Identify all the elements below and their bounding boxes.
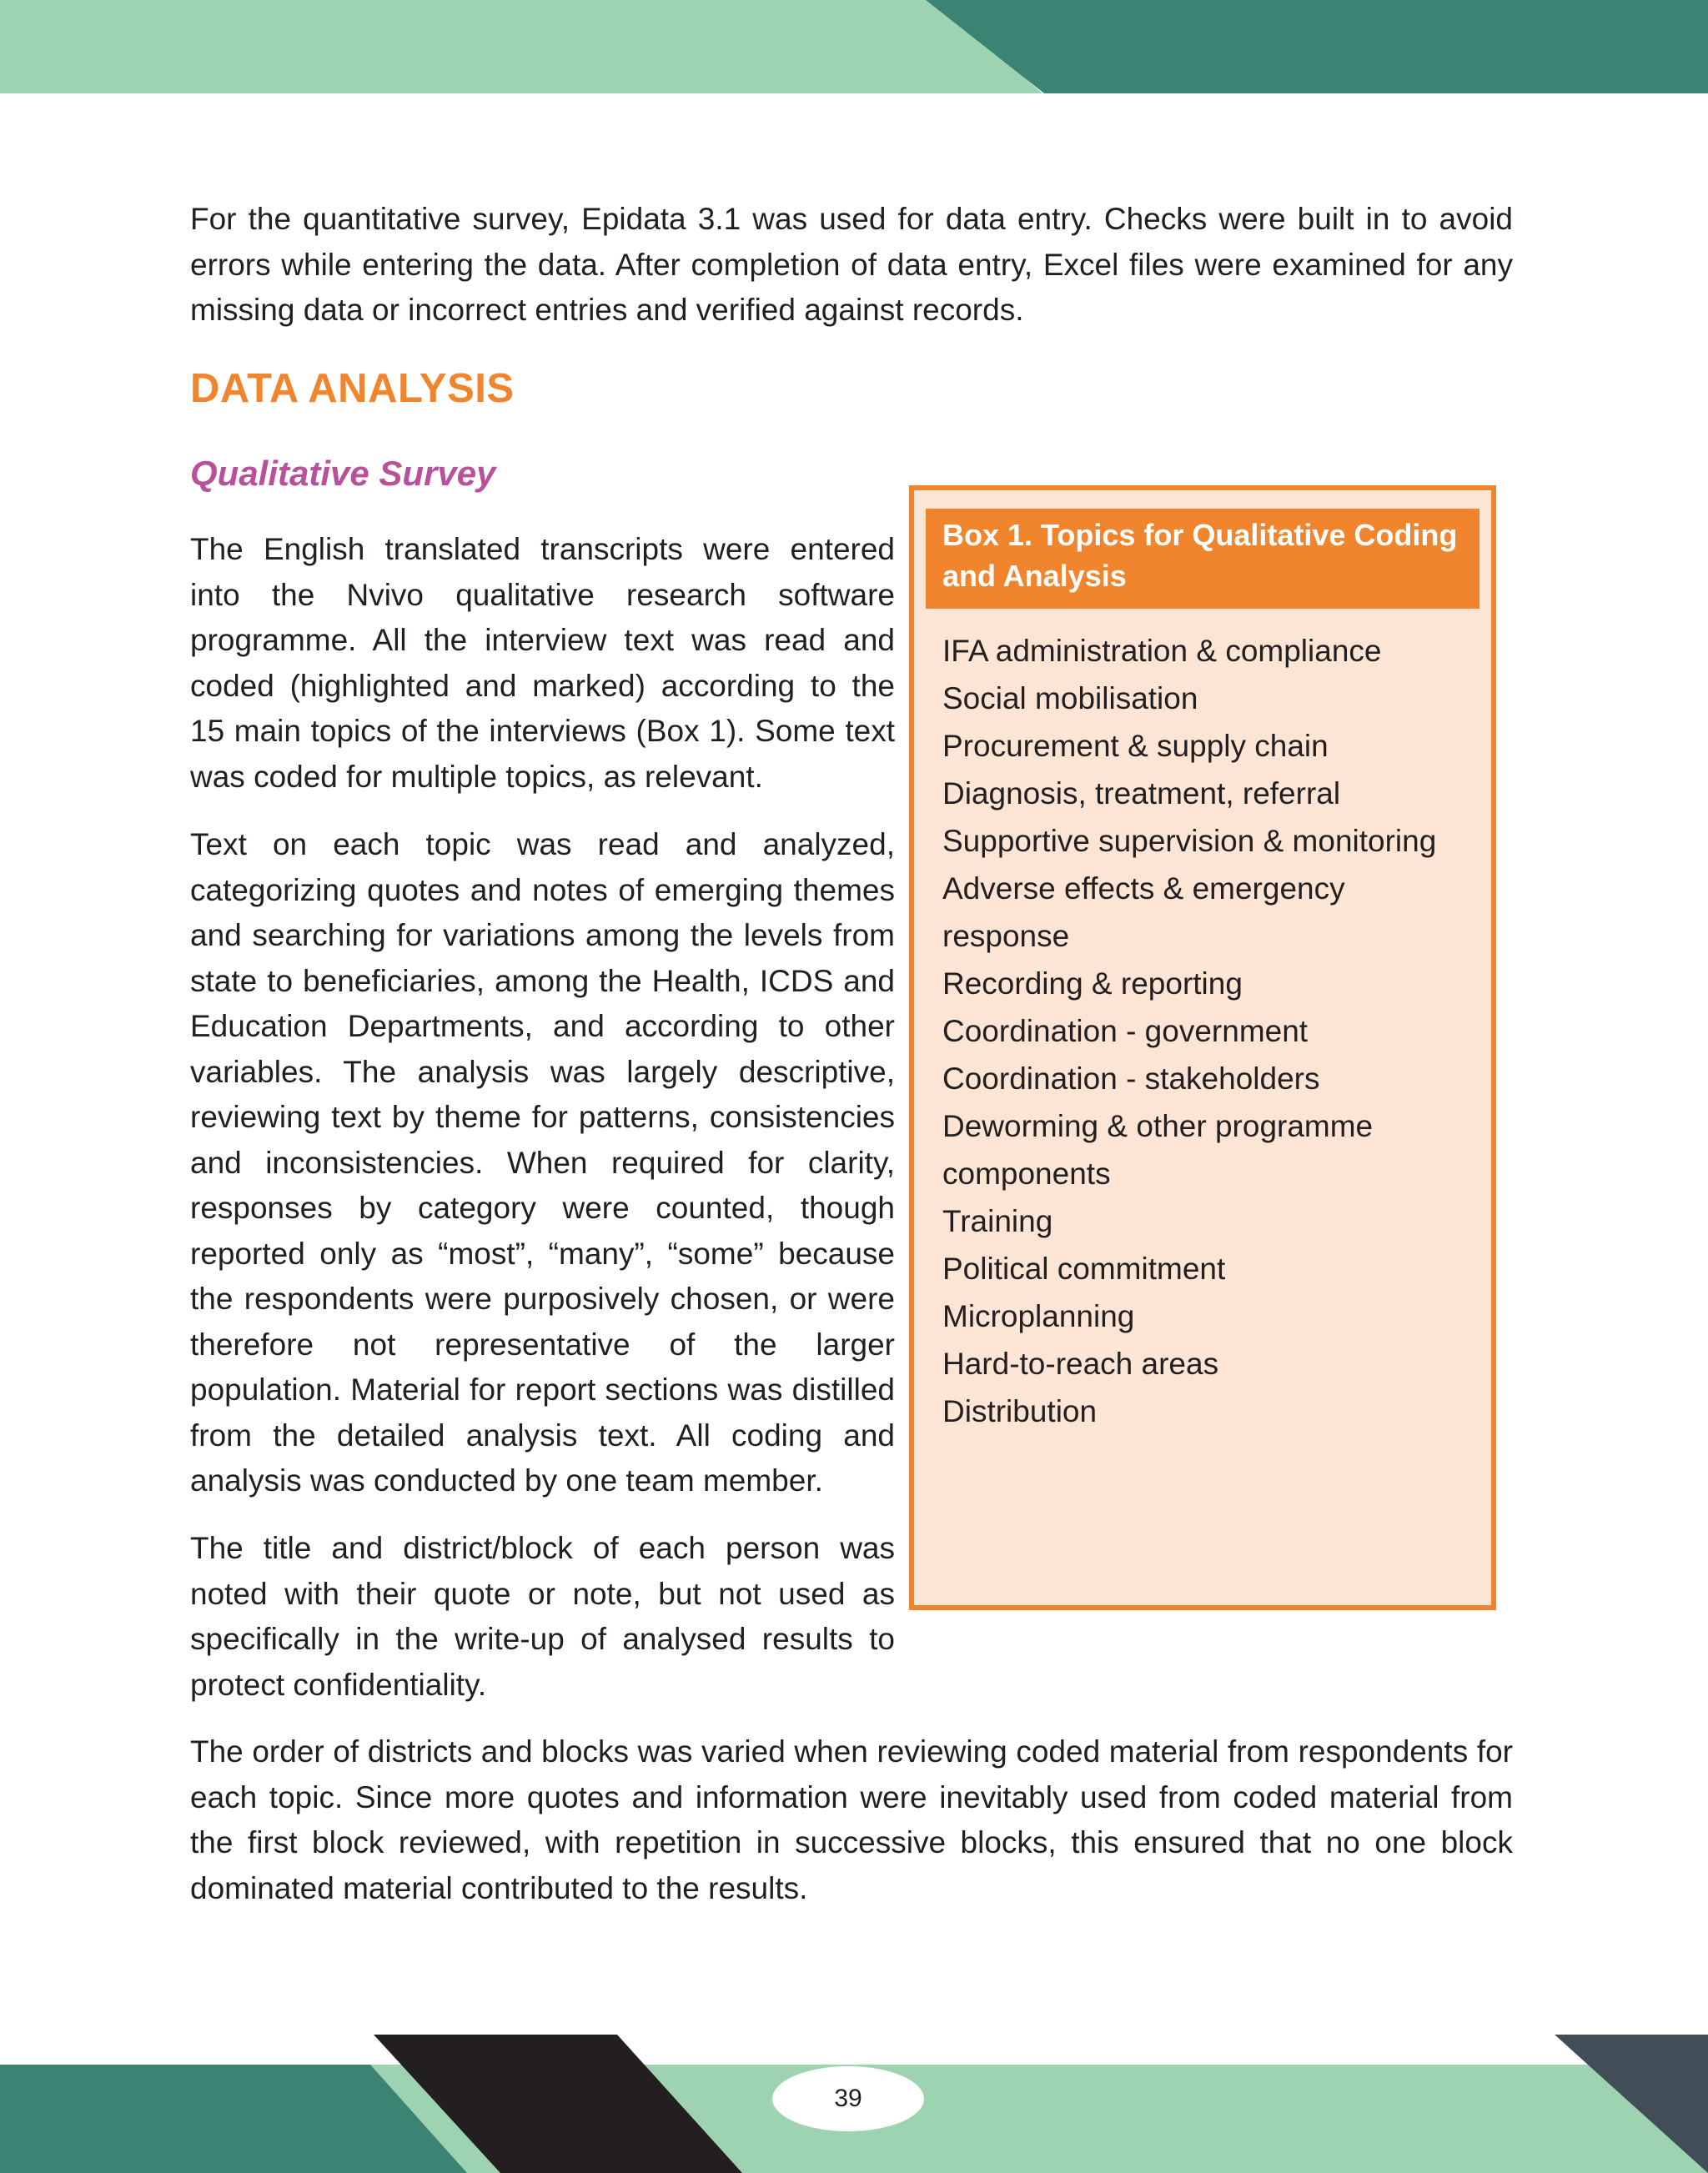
paragraph-order-variation: The order of districts and blocks was varied when reviewing coded material from respondents for each topic. Since more quotes and information were inevitably used from coded material from the first block reviewed, with repetition in successive blocks, this ensured that no one block dominated material contributed to the results.: [190, 1734, 1513, 1905]
box-title: Box 1. Topics for Qualitative Coding and Analysis: [926, 509, 1479, 609]
topic-item: Training: [942, 1204, 1053, 1238]
topic-item: Supportive supervision & monitoring: [942, 824, 1437, 858]
paragraph-data-entry: For the quantitative survey, Epidata 3.1 was used for data entry. Checks were built in to avoid errors while entering the data. After completion of data entry, Excel files were examined for any missing data or incorrect entries and verified against records.: [190, 202, 1513, 327]
header-decoration: [0, 0, 1708, 93]
page-number: 39: [772, 2066, 924, 2131]
topic-item: Social mobilisation: [942, 681, 1198, 715]
topic-item: IFA administration & compliance: [942, 634, 1382, 668]
topic-item: Coordination - stakeholders: [942, 1061, 1320, 1096]
topic-item: Political commitment: [942, 1252, 1226, 1286]
subsection-heading: Qualitative Survey: [190, 454, 496, 493]
topic-list: [942, 627, 1476, 1435]
topic-item: Distribution: [942, 1394, 1098, 1428]
topic-item: Recording & reporting: [942, 966, 1243, 1001]
paragraph-topic-analysis: Text on each topic was read and analyzed, categorizing quotes and notes of emerging themes and searching for variations among the levels from state to beneficiaries, among the Health, ICDS and Education Departments, and according to other variables. The analysis was largely descriptive, reviewing text by theme for patterns, consistencies and inconsistencies. When required for clarity, responses by category were counted, though reported only as “most”, “many”, “some” because the respondents were purposively chosen, or were therefore not representative of the larger population. Material for report sections was distilled from the detailed analysis text. All coding and analysis was conducted by one team member.: [190, 827, 895, 1498]
topic-item: Procurement & supply chain: [942, 729, 1329, 763]
topic-item: Coordination - government: [942, 1014, 1309, 1048]
paragraph-confidentiality: The title and district/block of each person was noted with their quote or note, but not used as specifically in the write-up of analysed results to protect confidentiality.: [190, 1531, 895, 1702]
topics-box: [909, 485, 1496, 1610]
topic-item: Diagnosis, treatment, referral: [942, 776, 1341, 810]
topic-item: Hard-to-reach areas: [942, 1347, 1219, 1381]
header-teal-stripe: [926, 0, 1708, 93]
topic-item: Deworming & other programme components: [942, 1109, 1374, 1191]
topic-item: Adverse effects & emergency response: [942, 871, 1345, 953]
header-mint-stripe: [0, 0, 1042, 93]
section-heading: DATA ANALYSIS: [190, 366, 515, 411]
paragraph-nvivo-coding: The English translated transcripts were entered into the Nvivo qualitative research software programme. All the interview text was read and coded (highlighted and marked) according to the 15 main topics of the interviews (Box 1). Some text was coded for multiple topics, as relevant.: [190, 532, 895, 794]
topic-item: Microplanning: [942, 1299, 1135, 1333]
